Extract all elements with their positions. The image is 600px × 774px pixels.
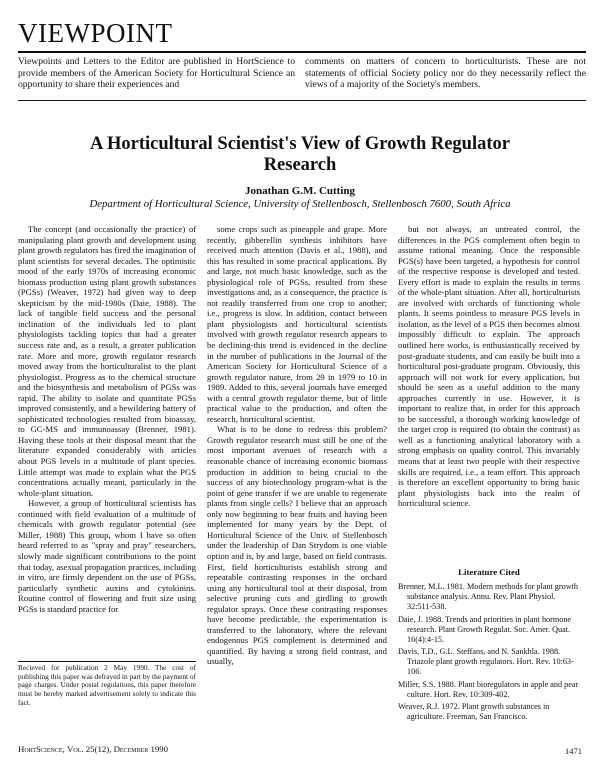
reference-item: Weaver, R.J. 1972. Plant growth substances in agriculture. Freeman, San Francisco. xyxy=(398,702,550,721)
paragraph: The concept (and occasionally the practice) of manipulating plant growth and development using plant growth regulators has fired the imagination of plant scientists for several decades. The optimistic mood of the early 1970s of increasing economic biomass production using plant growth substances (PGSs) (Weaver, 1972) had given way to deep skepticism by the mid-1980s (Daie, 1988). The lack of tangible field success and the personal inclination of the individuals led to plant physiologists tackling topics that had a greater success rate and, as a result, a greater publication rate. More and more, growth regulator research moved away from the horticulturalist to the plant physiologist. Progress as to the chemical structure and the biosynthesis and metabolism of PGSs was rapid. The ability to isolate and quantitate PGSs improved consistently, and a bewildering battery of sophisticated technologies resulted from bioassay, to GC-MS and immunoassay (Brenner, 1981). Having these tools at their disposal meant that the literature expanded considerably with articles about PGS levels in a multitude of plant species. Little attempt was made to explain what the PGS concentrations actually meant, particularly in the whole-plant situation. xyxy=(18,224,196,498)
paragraph: some crops such as pineapple and grape. More recently, gibberellin synthesis inhibitors have received much attention (Davis et al., 1988), and this has resulted in some practical applications. By and large, not much basic knowledge, such as the physiological role of PGSs, resulted from these investigations and, as a consequence, the practice is not readily transferred from one crop to another; i.e., progress is slow. In addition, contact between plant physiologists and horticultural scientists involved with growth regulator research appears to be declining-this trend is evidenced in the decline in the number of publications in the Journal of the American Society for Horticultural Science of a growth regulator nature, from 29 in 1979 to 10 in 1989. Added to this, several journals have emerged with a central growth regulator theme, but of little practical value to the production, and often the research, horticultural scientist. xyxy=(207,224,387,424)
header-rule xyxy=(18,51,586,53)
page-number: 1471 xyxy=(565,746,582,756)
section-heading: VIEWPOINT xyxy=(18,18,173,48)
paragraph: What is to be done to redress this problem? Growth regulator research must still be one of the most important avenues of research with a reasonable chance of increasing economic biomass production in addition to being crucial to the success of any biotechnology program-what is the point of gene transfer if we are unable to regenerate plants from single cells? I believe that an approach only now beginning to bear fruits and having been implemented for many years by the Dept. of Horticultural Science of the Univ. of Stellenbosch under the leadership of Dan Strydom is one viable option and is, by and large, based on field contrasts. First, field horticulturists establish strong and repeatable contrasting responses in the orchard using any horticultural tool at their disposal, from selective pruning cuts and girdling to growth regulator sprays. Once these contrasting responses have become predictable, the experimentation is transferred to the laboratory, where the relevant endogenous PGS complement is determined and quantified. By having a strong field contrast, and usually, xyxy=(207,424,387,667)
body-column-2 xyxy=(207,224,387,667)
footer-citation xyxy=(18,744,168,754)
footnote: Recieved for publication 2 May 1990. The cost of publishing this paper was defrayed in part by the payment of page charges. Under postal regulations, this paper therefore must be hereby marked advertisement solely to indicate this fact. xyxy=(18,663,196,707)
intro-left: Viewpoints and Letters to the Editor are published in HortScience to provide members of the American Society for Horticultural Science an opportunity to share their experiences and xyxy=(18,56,295,91)
intro-right: comments on matters of concern to horticulturists. These are not statements of official Society policy nor do they necessarily reflect the views of a majority of the Society's members. xyxy=(305,56,586,91)
reference-list xyxy=(398,582,580,725)
reference-item: Brenner, M.L. 1981. Modern methods for plant growth substance analysis. Annu. Rev. Plant Physiol. 32:511-538. xyxy=(398,582,578,611)
paragraph: but not always, an untreated control, the differences in the PGS complement often begin to assume rational meaning. Once the responsible PGS(s) have been targeted, a hypothesis for control of the respective response is developed and tested. Every effort is made to explain the results in terms of the whole-plant situation. After all, horticulturists are involved with orchards of functioning whole plants. It seems pointless to measure PGS levels in isolation, as the level of a PGS then becomes almost impossibly difficult to explain. The approach outlined here works, is enthusiastically received by post-graduate students, and can easily be built into a horticultural post-graduate program. Obviously, this approach will not work for every application, but should be seen as a useful addition to the many approaches currently in use. However, it is important to realize that, in order for this approach to be successful, a thorough working knowledge of the target crop is required (to obtain the contrast) as well as a functioning analytical laboratory with a strong emphasis on quality control. This invariably means that at least two people with their respective skills are required, i.e., a team effort. This approach is therefore an excellent opportunity to bring basic plant physiologists back into the realm of horticultural science. xyxy=(398,224,580,509)
paragraph: However, a group of horticultural scientists has continued with field evaluation of a multitude of chemicals with growth regulator potential (see Miller, 1988) This group, whom I have so often heard referred to as "spray and pray" researchers, slowly made significant contributions to the point that today, asexual propagation practices, including in vitro, are firmly dependent on the use of PGSs, particularly synthetic auxins and cytokinins. Routine control of flowering and fruit size using PGSs is standard practice for xyxy=(18,498,196,614)
body-column-1 xyxy=(18,224,196,614)
footnote-rule xyxy=(18,661,196,662)
body-column-3 xyxy=(398,224,580,509)
journal-name: HortScience xyxy=(18,744,63,754)
reference-item: Miller, S.S. 1988. Plant bioregulators in apple and pear culture. Hort. Rev. 10:309-402. xyxy=(398,679,579,699)
article-title: A Horticultural Scientist's View of Growth Regulator Research xyxy=(90,134,510,175)
volume-info: Vol. 25(12), December 1990 xyxy=(66,744,169,754)
reference-item: Daie, J. 1988. Trends and priorities in plant hormone research. Plant Growth Regulat. Soc. Amer. Quat. 16(4):4-15. xyxy=(398,614,572,644)
affiliation: Department of Horticultural Science, University of Stellenbosch, Stellenbosch 7600, South Africa xyxy=(89,198,511,210)
intro-rule xyxy=(18,100,586,101)
reference-item: Davis, T.D., G.L. Steffans, and N. Sankhla. 1988. Triazole plant growth regulators. Hort. Rev. 10:63-106. xyxy=(398,647,574,676)
footer-separator: , xyxy=(62,744,67,754)
literature-heading: Literature Cited xyxy=(458,567,520,577)
author: Jonathan G.M. Cutting xyxy=(244,185,356,197)
